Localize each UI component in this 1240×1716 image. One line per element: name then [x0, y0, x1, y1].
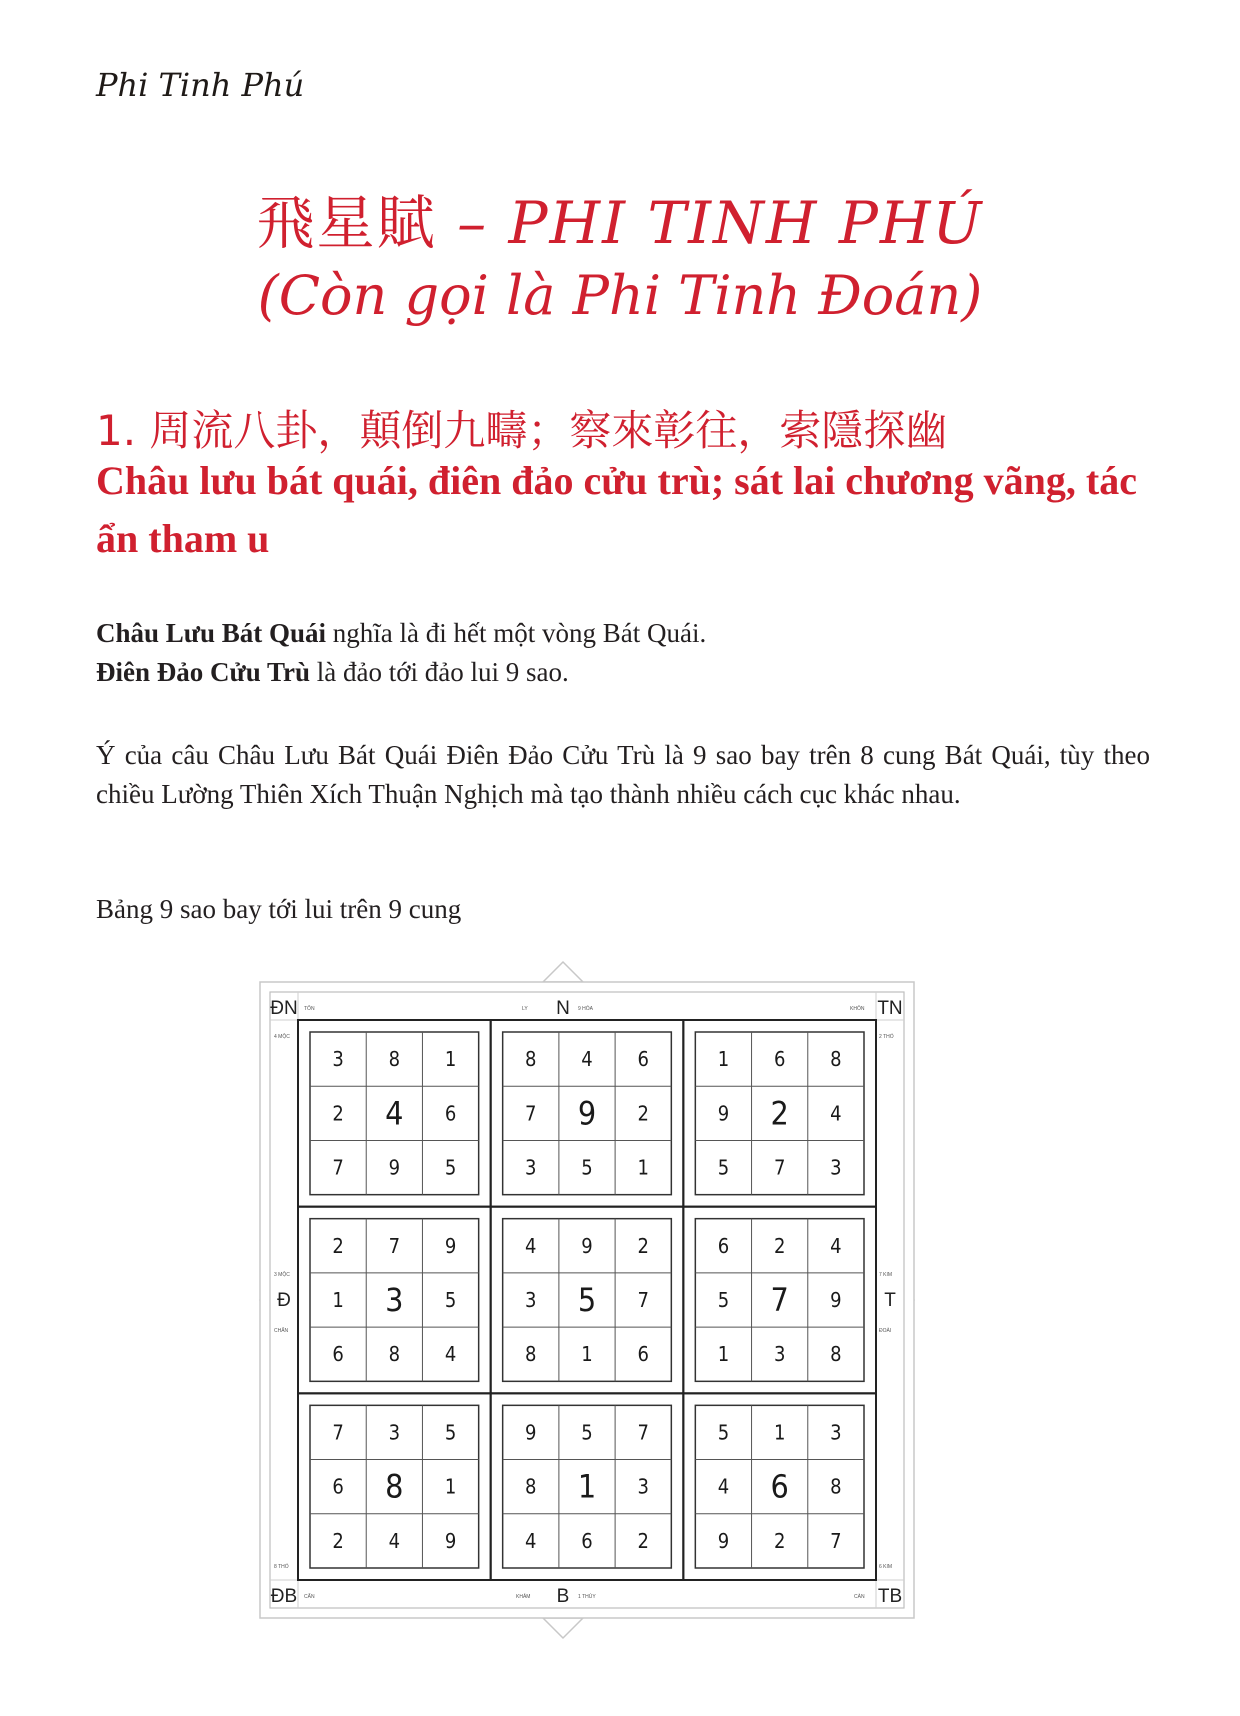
star-number: 6 [444, 1101, 457, 1126]
center-star-number: 1 [577, 1467, 597, 1506]
star-number: 1 [444, 1047, 457, 1072]
trigram-label-bottom-mid-left: KHẢM [516, 1594, 531, 1600]
star-number: 2 [332, 1101, 344, 1126]
trigram-label-left-bottom: 8 THỔ [274, 1564, 289, 1570]
subtitle: (Còn gọi là Phi Tinh Đoán) [257, 264, 983, 327]
trigram-label-bottom-mid-right: 1 THỦY [578, 1594, 596, 1600]
main-title [0, 176, 1240, 260]
star-number: 6 [332, 1474, 344, 1499]
star-number: 7 [332, 1420, 344, 1445]
star-number: 5 [444, 1155, 457, 1180]
center-star-number: 9 [577, 1094, 597, 1133]
star-number: 7 [830, 1528, 842, 1553]
star-number: 3 [332, 1047, 344, 1072]
star-number: 7 [773, 1155, 786, 1180]
star-number: 1 [717, 1047, 730, 1072]
title-dash: – [457, 189, 489, 257]
star-number: 8 [830, 1047, 842, 1072]
star-number: 4 [444, 1342, 457, 1367]
star-number: 8 [830, 1342, 842, 1367]
star-number: 8 [388, 1047, 401, 1072]
star-number: 5 [444, 1420, 457, 1445]
star-number: 6 [581, 1528, 593, 1553]
star-number: 4 [581, 1047, 593, 1072]
star-number: 3 [830, 1420, 842, 1445]
star-number: 8 [525, 1474, 537, 1499]
definition-chau-luu: nghĩa là đi hết một vòng Bát Quái. [326, 618, 707, 648]
direction-label-top: N [556, 998, 570, 1019]
star-number: 3 [525, 1155, 537, 1180]
star-number: 2 [332, 1528, 344, 1553]
star-number: 3 [637, 1474, 649, 1499]
star-number: 5 [717, 1420, 730, 1445]
trigram-label-right-mid-top: 7 KIM [879, 1272, 893, 1278]
center-star-number: 7 [770, 1281, 789, 1319]
section-heading-vietnamese: Châu lưu bát quái, điên đảo cửu trù; sát lai chương vãng, tác ẩn tham u [96, 458, 1137, 561]
center-star-number: 5 [577, 1281, 597, 1319]
trigram-label-bottom-left: CẤN [304, 1594, 315, 1600]
flying-star-diagram [258, 958, 916, 1644]
star-number: 8 [525, 1342, 537, 1367]
trigram-label-top-mid-right: 9 HỎA [578, 1006, 594, 1012]
trigram-label-right-top: 2 THỔ [879, 1034, 894, 1040]
trigram-label-right-bottom: 6 KIM [879, 1564, 893, 1570]
star-number: 9 [444, 1233, 457, 1258]
direction-label-right: T [884, 1290, 896, 1311]
star-number: 7 [637, 1288, 649, 1312]
star-number: 2 [332, 1233, 344, 1258]
trigram-label-top-left: TỐN [304, 1006, 315, 1012]
star-number: 2 [637, 1528, 649, 1553]
star-number: 5 [717, 1155, 730, 1180]
direction-label-top-left: ĐN [270, 998, 298, 1019]
center-star-number: 8 [385, 1467, 404, 1506]
star-number: 8 [388, 1342, 401, 1367]
star-number: 5 [444, 1288, 457, 1312]
trigram-label-right-mid-bottom: ĐOÀI [879, 1328, 892, 1334]
trigram-label-top-mid-left: LY [522, 1006, 528, 1012]
paragraph-definitions [96, 614, 1150, 692]
definition-dien-dao: là đảo tới đảo lui 9 sao. [309, 657, 569, 687]
star-number: 9 [444, 1528, 457, 1553]
star-number: 7 [332, 1155, 344, 1180]
star-number: 9 [830, 1288, 842, 1312]
star-number: 9 [581, 1233, 593, 1258]
title-latin: PHI TINH PHÚ [508, 189, 984, 257]
title-chinese: 飛星賦 [256, 189, 437, 257]
star-number: 7 [388, 1233, 401, 1258]
star-number: 8 [525, 1047, 537, 1072]
star-number: 3 [525, 1288, 537, 1312]
star-number: 6 [773, 1047, 786, 1072]
star-number: 9 [717, 1528, 730, 1553]
star-number: 9 [525, 1420, 537, 1445]
center-star-number: 4 [385, 1094, 404, 1133]
term-chau-luu: Châu Lưu Bát Quái [96, 618, 327, 648]
star-number: 1 [637, 1155, 649, 1180]
trigram-label-left-top: 4 MỘC [274, 1034, 290, 1040]
star-number: 5 [717, 1288, 730, 1312]
direction-label-bottom-left: ĐB [270, 1586, 298, 1607]
trigram-label-left-mid-bottom: CHẤN [274, 1328, 289, 1334]
star-number: 2 [773, 1528, 786, 1553]
star-number: 4 [388, 1528, 401, 1553]
center-star-number: 6 [770, 1467, 789, 1506]
star-number: 6 [637, 1047, 649, 1072]
arrow-down-icon [543, 1618, 583, 1638]
arrow-up-icon [543, 962, 583, 982]
diagram-caption: Bảng 9 sao bay tới lui trên 9 cung [96, 894, 462, 924]
section-heading-chinese: 1. 周流八卦，顛倒九疇；察來彰往，索隱探幽 [96, 406, 948, 455]
star-number: 6 [332, 1342, 344, 1367]
star-number: 1 [717, 1342, 730, 1367]
star-number: 3 [388, 1420, 401, 1445]
center-star-number: 3 [385, 1281, 404, 1319]
star-number: 7 [525, 1101, 537, 1126]
star-number: 2 [773, 1233, 786, 1258]
trigram-label-top-right: KHÔN [850, 1006, 865, 1012]
star-number: 5 [581, 1420, 593, 1445]
running-header: Phi Tinh Phú [96, 66, 305, 104]
star-number: 4 [525, 1233, 537, 1258]
star-number: 3 [830, 1155, 842, 1180]
star-number: 4 [830, 1101, 842, 1126]
star-number: 9 [717, 1101, 730, 1126]
star-number: 8 [830, 1474, 842, 1499]
star-number: 2 [637, 1101, 649, 1126]
direction-label-top-right: TN [877, 998, 903, 1019]
star-number: 6 [637, 1342, 649, 1367]
trigram-label-bottom-right: CÀN [854, 1594, 865, 1600]
paragraph-explanation: Ý của câu Châu Lưu Bát Quái Điên Đảo Cửu Trù là 9 sao bay trên 8 cung Bát Quái, tùy theo chiều Lường Thiên Xích Thuận Nghịch mà tạo thành nhiều cách cục khác nhau. [96, 740, 1150, 809]
star-number: 4 [717, 1474, 730, 1499]
direction-label-bottom: B [556, 1586, 570, 1607]
star-number: 6 [717, 1233, 730, 1258]
center-star-number: 2 [770, 1094, 789, 1133]
direction-label-left: Đ [277, 1290, 291, 1311]
star-number: 1 [332, 1288, 344, 1312]
star-number: 3 [773, 1342, 786, 1367]
star-number: 4 [830, 1233, 842, 1258]
direction-label-bottom-right: TB [877, 1586, 903, 1607]
star-number: 1 [444, 1474, 457, 1499]
star-number: 9 [388, 1155, 401, 1180]
star-number: 1 [773, 1420, 786, 1445]
star-number: 7 [637, 1420, 649, 1445]
star-number: 2 [637, 1233, 649, 1258]
term-dien-dao: Điên Đảo Cửu Trù [96, 657, 310, 687]
star-number: 4 [525, 1528, 537, 1553]
trigram-label-left-mid-top: 3 MỘC [274, 1272, 290, 1278]
star-number: 1 [581, 1342, 593, 1367]
star-number: 5 [581, 1155, 593, 1180]
